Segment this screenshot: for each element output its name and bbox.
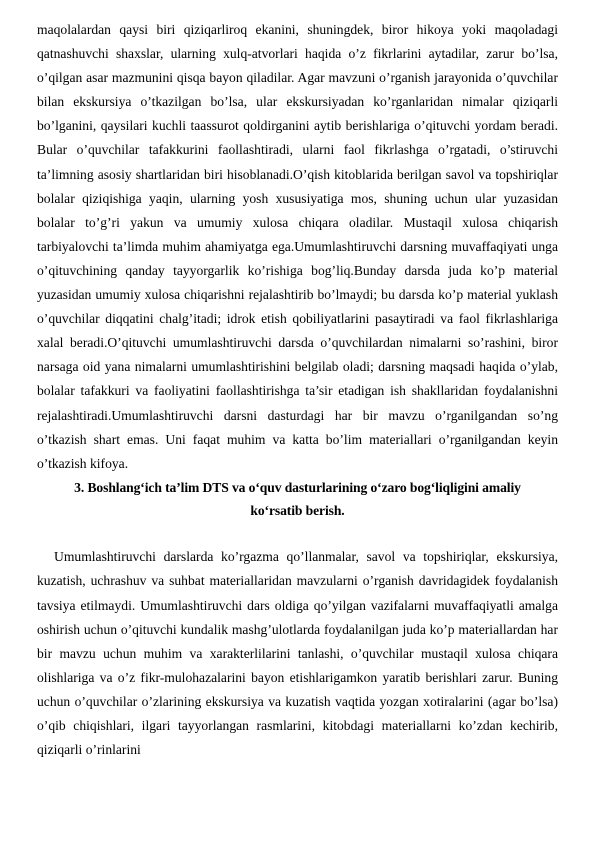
section-heading [37, 476, 558, 523]
section-heading-line: 3. Boshlang‘ich ta’lim DTS va o‘quv dasturlarining o‘zaro bog‘liqligini amaliy [74, 479, 521, 495]
body-paragraph: Umumlashtiruvchi darslarda ko’rgazma qo’llanmalar, savol va topshiriqlar, ekskursiya, kuzatish, uchrashuv va suhbat materiallaridan mavzularni o’rganish davridagidek foydalanish tavsiya etilmaydi. Umumlashtiruvchi dars oldiga qo’yilgan vazifalarni muvaffaqiyatli amalga oshirish uchun o’qituvchi kundalik mashg’ulotlarda foydalanilgan juda ko’p materiallardan har bir mavzu uchun muhim va xarakterlilarini tanlashi, o’quvchilar mustaqil xulosa chiqara olishlariga va o’z fikr-mulohazalarini bayon etishlarigamkon yaratib berishlari zarur. Buning uchun o’quvchilar o’zlarining ekskursiya va kuzatish vaqtida yozgan xotiralarini (agar bo’lsa) o’qib chiqishlari, ilgari tayyorlangan rasmlarini, kitobdagi materiallarni ko’zdan kechirib, qiziqarli o’rinlarini [37, 549, 558, 758]
body-paragraph: maqolalardan qaysi biri qiziqarliroq ekanini, shuningdek, biror hikoya yoki maqoladagi qatnashuvchi shaxslar, ularning xulq-atvorlari haqida o’z fikrlarini aytadilar, zarur bo’lsa, o’qilgan asar mazmunini qisqa bayon qiladilar. Agar mavzuni o’rganish jarayonida o’quvchilar bilan ekskursiya o’tkazilgan bo’lsa, ular ekskursiyadan ko’rganlaridan nimalar qiziqarli bo’lganini, qaysilari kuchli taassurot qoldirganini aytib berishlariga o’qituvchi yordam beradi. Bular o’quvchilar tafakkurini faollashtiradi, ularni faol fikrlashga o’rgatadi, o’stiruvchi ta’limning asosiy shartlaridan biri hisoblanadi.O’qish kitoblarida berilgan savol va topshiriqlar bolalar qiziqishiga yaqin, ularning yosh xususiyatiga mos, shuning uchun ular yuzasidan bolalar to’g’ri yakun va umumiy xulosa chiqara oladilar. Mustaqil xulosa chiqarish tarbiyalovchi ta’limda muhim ahamiyatga ega.Umumlashtiruvchi darsning muvaffaqiyati unga o’qituvchining qanday tayyorgarlik ko’rishiga bog’liq.Bunday darsda juda ko’p material yuzasidan umumiy xulosa chiqarishni rejalashtirib bo’lmaydi; bu darsda ko’p material yuklash o’quvchilar diqqatini chalg’itadi; idrok etish qobiliyatlarini pasaytiradi va faol fikrlashlariga xalal beradi.O’qituvchi umumlashtiruvchi darsda o’quvchilardan nimalarni so’rashini, biror narsaga oid yana nimalarni umumlashtirishini belgilab oladi; darsning maqsadi haqida o’ylab, bolalar tafakkuri va faoliyatini faollashtirishga ta’sir etadigan ish shakllaridan foydalanishni rejalashtiradi.Umumlashtiruvchi darsni dasturdagi har bir mavzu o’rganilgandan so’ng o’tkazish shart emas. Uni faqat muhim va katta bo’lim materiallari o’rganilgandan keyin o’tkazish kifoya. [37, 22, 558, 471]
blank-line [37, 522, 558, 545]
section-heading-line: ko‘rsatib berish. [250, 503, 345, 519]
